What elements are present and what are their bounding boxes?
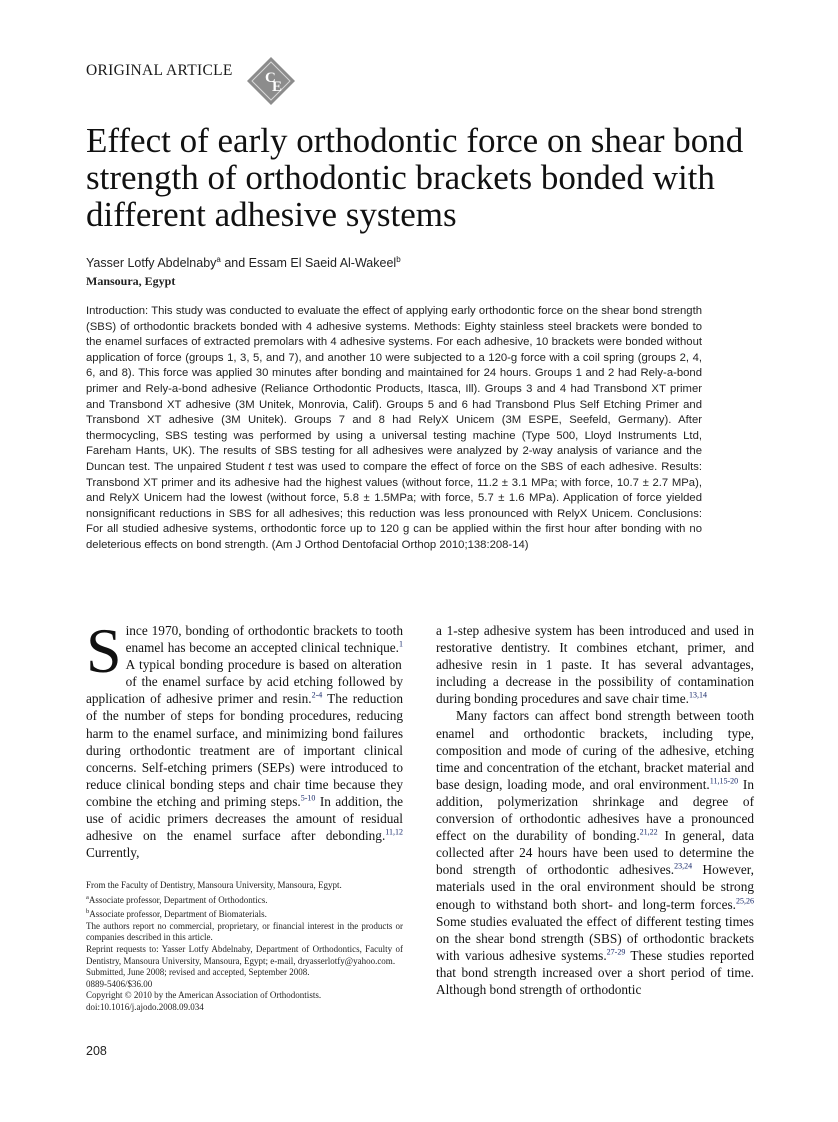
footnote-copyright: Copyright © 2010 by the American Association of Orthodontists. xyxy=(86,990,322,1001)
footnote-from: From the Faculty of Dentistry, Mansoura University, Mansoura, Egypt. xyxy=(86,880,342,890)
article-title: Effect of early orthodontic force on shear bond strength of orthodontic brackets bonded with different adhesive systems xyxy=(86,121,744,234)
body-text: ince 1970, bonding of orthodontic brackets to tooth enamel has become an accepted clinical technique. xyxy=(125,623,403,656)
body-paragraph xyxy=(436,622,754,707)
abstract xyxy=(86,304,702,554)
page-number: 208 xyxy=(86,1044,107,1058)
footnote-superscript: b xyxy=(86,908,90,916)
footnote-text: Associate professor, Department of Biomaterials. xyxy=(89,909,267,920)
body-text: A typical bonding procedure is based on alteration of the enamel surface by acid etching followed by application of adhesive primer and resin. xyxy=(86,657,403,707)
author-name: and Essam El Saeid Al-Wakeel xyxy=(220,256,397,271)
footnote-reprint xyxy=(86,944,403,967)
author-superscript: a xyxy=(216,255,221,264)
authors xyxy=(86,255,401,270)
citation-link[interactable]: 11,15-20 xyxy=(709,776,739,786)
footnote-author-a xyxy=(86,892,403,907)
footnote-author-b xyxy=(86,906,403,921)
body-text: Currently, xyxy=(86,845,140,861)
citation-link[interactable]: 25,26 xyxy=(736,896,754,906)
abstract-text: test was used to compare the effect of force on the SBS of each adhesive. Results: Transbond XT primer and its adhesive had the highest values (without force, 11.2 ± 3.1 MPa; with force, 10.7 ± 2.7 MPa), and RelyX Unicem had the lowest (without force, 5.8 ± 1.5MPa; with force, 5.7 ± 1.6 MPa). Application of force yielded nonsignificant reductions in SBS for all adhesives; this reduction was less pronounced with RelyX Unicem. Conclusions: For all studied adhesive systems, orthodontic force up to 120 g can be applied within the first hour after bonding with no deleterious effects on bond strength. (Am J Orthod Dentofacial Orthop 2010;138:208-14) xyxy=(86,460,703,551)
body-text: a 1-step adhesive system has been introduced and used in restorative dentistry. It combines etchant, primer, and adhesive resin in 1 paste. It has several advantages, including a decrease in the possibility of contamination during bonding procedures and save chair time. xyxy=(436,623,754,707)
citation-link[interactable]: 23,24 xyxy=(674,861,693,871)
body-text: These studies reported that bond strength increased over a short period of time. Although bond strength of orthodontic xyxy=(436,947,755,997)
body-text: Many factors can affect bond strength between tooth enamel and orthodontic brackets, including type, composition and mode of curing of the adhesive, etching time and concentration of the etchant, bracket material and base design, loading mode, and oral environment. xyxy=(436,708,754,792)
email-link[interactable]: dryasserlotfy@yahoo.com xyxy=(297,955,393,966)
abstract-text: Introduction: This study was conducted to evaluate the effect of applying early orthodontic force on the shear bond strength (SBS) of orthodontic brackets bonded with 4 adhesive systems. Methods: Eighty stainless steel brackets were bonded to the enamel surfaces of extracted premolars with 4 adhesive systems. For each adhesive, 10 brackets were bonded without application of force (groups 1, 3, 5, and 7), and another 10 were subjected to a 120-g force with a coil spring (groups 2, 4, 6, and 8). This force was applied 30 minutes after bonding and maintained for 24 hours. Groups 1 and 2 had Rely-a-bond primer and Rely-a-bond adhesive (Reliance Orthodontic Products, Itasca, Ill). Groups 3 and 4 had Transbond XT primer and Transbond XT adhesive (3M Unitek, Monrovia, Calif). Groups 5 and 6 had Transbond Plus Self Etching Primer and Transbond XT adhesive (3M Unitek). Groups 7 and 8 had RelyX Unicem (3M ESPE, Seefeld, Germany). After thermocycling, SBS testing was performed by using a universal testing machine (Type 500, Lloyd Instruments Ltd, Fareham Hants, UK). The results of SBS testing for all adhesives were analyzed by 2-way analysis of variance and the Duncan test. The unpaired Student xyxy=(86,305,702,473)
author-name: Yasser Lotfy Abdelnaby xyxy=(86,256,217,271)
body-text: Some studies evaluated the effect of different testing times on the shear bond strength (SBS) of orthodontic brackets with various adhesive systems. xyxy=(436,913,754,963)
body-text: In addition, polymerization shrinkage and degree of conversion of orthodontic adhesives have a pronounced effect on the durability of bonding. xyxy=(436,776,755,844)
footnote-doi[interactable]: doi:10.1016/j.ajodo.2008.09.034 xyxy=(86,1001,204,1012)
affiliation: Mansoura, Egypt xyxy=(86,274,176,288)
footnote-text: Associate professor, Department of Orthodontics. xyxy=(88,894,268,905)
citation-link[interactable]: 27-29 xyxy=(606,947,626,957)
ce-badge-letter-c: C xyxy=(265,70,276,86)
drop-cap: S xyxy=(86,615,122,686)
footnote-text: . xyxy=(392,955,396,966)
footnotes xyxy=(86,880,403,1014)
footnote-submitted: Submitted, June 2008; revised and accepted, September 2008. xyxy=(86,967,310,978)
body-text: In addition, the use of acidic primers decreases the amount of residual adhesive on the enamel surface after debonding. xyxy=(86,793,404,844)
body-column-right xyxy=(436,622,754,998)
footnote-conflict: The authors report no commercial, proprietary, or financial interest in the products or companies described in this article. xyxy=(86,920,403,943)
citation-link[interactable]: 11,12 xyxy=(385,827,403,837)
citation-link[interactable]: 13,14 xyxy=(688,690,707,700)
ce-badge-letter-e: E xyxy=(272,79,283,95)
body-paragraph xyxy=(436,707,754,998)
footnote-superscript: a xyxy=(86,893,89,901)
author-superscript: b xyxy=(396,255,401,264)
body-text: However, materials used in the oral environment should be strong enough to withstand both short- and long-term forces. xyxy=(436,862,754,912)
citation-link[interactable]: 21,22 xyxy=(639,827,658,837)
abstract-italic: t xyxy=(268,460,272,473)
section-label: ORIGINAL ARTICLE xyxy=(86,62,233,79)
body-paragraph xyxy=(86,615,404,861)
footnote-issn: 0889-5406/$36.00 xyxy=(86,978,153,989)
body-text: The reduction of the number of steps for bonding procedures, reducing harm to the enamel surface, and minimizing bond failures during orthodontic treatment are of important clinical concerns. Self-etching primers (SEPs) were introduced to reduce clinical bonding steps and chair time because they combine the etching and priming steps. xyxy=(86,691,403,809)
citation-link[interactable]: 5-10 xyxy=(300,793,316,803)
citation-link[interactable]: 1 xyxy=(399,639,403,649)
citation-link[interactable]: 2-4 xyxy=(311,690,323,700)
ce-badge-icon xyxy=(246,56,296,106)
footnote-text: Reprint requests to: Yasser Lotfy Abdelnaby, Department of Orthodontics, Faculty of Dentistry, Mansoura University, Mansoura, Egypt; e-mail, xyxy=(86,943,403,966)
body-text: In general, data collected after 24 hours have been used to determine the bond strength of orthodontic adhesives. xyxy=(436,828,754,878)
body-column-left xyxy=(86,615,404,861)
